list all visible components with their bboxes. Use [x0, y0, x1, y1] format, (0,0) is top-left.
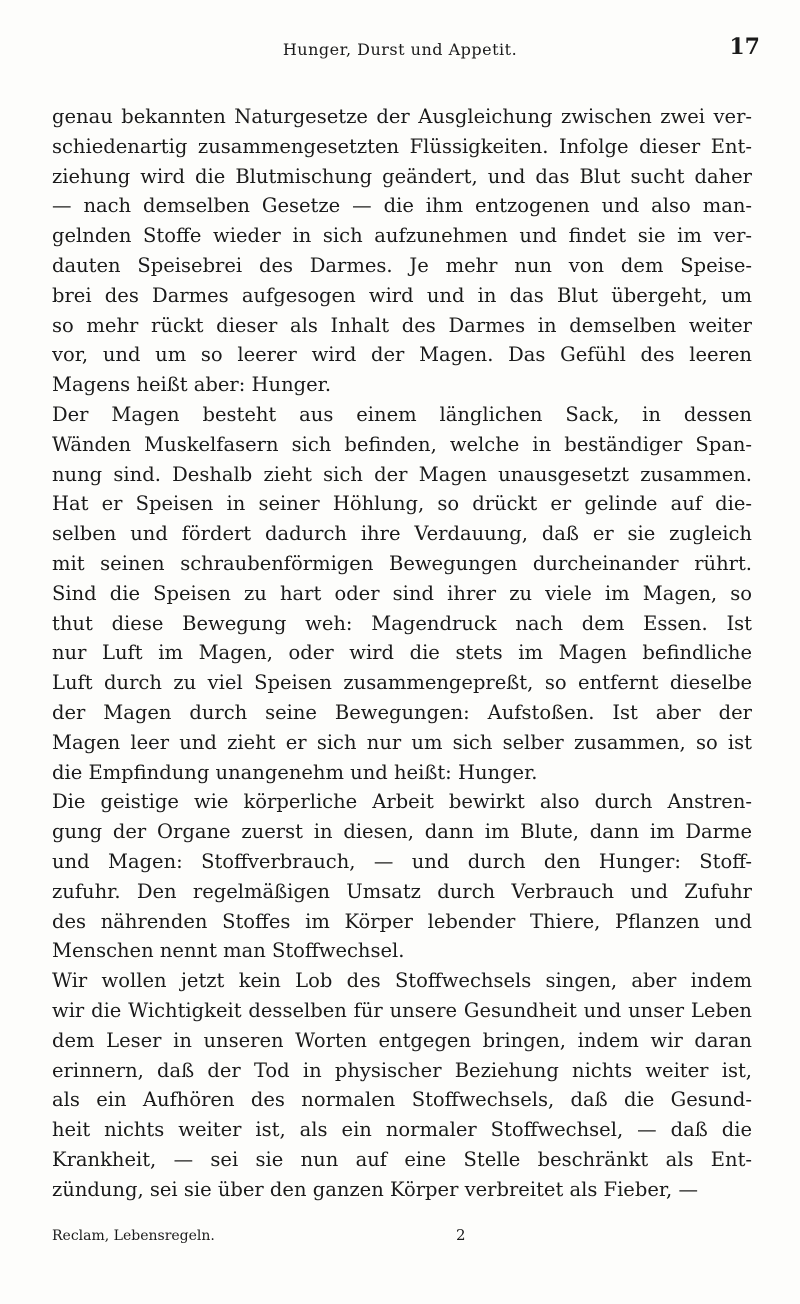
page-header	[40, 34, 760, 74]
text-line: genau bekannten Naturgesetze der Ausgleichung zwischen zwei ver-	[52, 105, 752, 128]
body-text	[52, 102, 752, 1204]
text-line: Wänden Muskelfasern sich befinden, welche in beständiger Span-	[52, 432, 752, 456]
text-line: ziehung wird die Blutmischung geändert, und das Blut sucht daher	[52, 164, 752, 188]
text-line: schiedenartig zusammengesetzten Flüssigkeiten. Infolge dieser Ent-	[52, 134, 752, 158]
text-line: nung sind. Deshalb zieht sich der Magen unausgesetzt zusammen.	[52, 462, 752, 486]
text-line: des nährenden Stoffes im Körper lebender Thiere, Pflanzen und	[52, 909, 752, 933]
text-line: — nach demselben Gesetze — die ihm entzogenen und also man-	[52, 194, 752, 218]
text-line: gelnden Stoffe wieder in sich aufzunehmen und findet sie im ver-	[52, 224, 752, 248]
text-line: erinnern, daß der Tod in physischer Beziehung nichts weiter ist,	[52, 1058, 752, 1082]
text-line: Wir wollen jetzt kein Lob des Stoffwechsels singen, aber indem	[52, 969, 752, 993]
text-line: als ein Aufhören des normalen Stoffwechsels, daß die Gesund-	[52, 1088, 752, 1112]
signature-mark: 2	[456, 1226, 466, 1244]
text-line: und Magen: Stoffverbrauch, — und durch den Hunger: Stoff-	[52, 849, 752, 873]
running-head: Hunger, Durst und Appetit.	[282, 40, 518, 59]
text-line: Hat er Speisen in seiner Höhlung, so drückt er gelinde auf die-	[52, 492, 752, 516]
text-line: selben und fördert dadurch ihre Verdauung, daß er sie zugleich	[52, 522, 752, 546]
text-line: Der Magen besteht aus einem länglichen Sack, in dessen	[52, 402, 752, 426]
text-line: Die geistige wie körperliche Arbeit bewirkt also durch Anstren-	[52, 790, 752, 814]
text-line: dem Leser in unseren Worten entgegen bringen, indem wir daran	[52, 1028, 752, 1052]
text-line: Magen leer und zieht er sich nur um sich selber zusammen, so ist	[52, 730, 752, 754]
text-line: nur Luft im Magen, oder wird die stets im Magen befindliche	[52, 641, 752, 665]
text-line: die Empfindung unangenehm und heißt: Hunger.	[52, 760, 538, 784]
text-line: vor, und um so leerer wird der Magen. Das Gefühl des leeren	[52, 343, 752, 367]
text-line: so mehr rückt dieser als Inhalt des Darmes in demselben weiter	[52, 313, 752, 337]
text-line: heit nichts weiter ist, als ein normaler Stoffwechsel, — daß die	[52, 1118, 752, 1142]
text-line: der Magen durch seine Bewegungen: Aufstoßen. Ist aber der	[52, 700, 752, 724]
imprint-line: Reclam, Lebensregeln.	[52, 1228, 215, 1244]
text-line: brei des Darmes aufgesogen wird und in das Blut übergeht, um	[52, 283, 752, 307]
text-line: Magens heißt aber: Hunger.	[52, 373, 332, 397]
text-line: Menschen nennt man Stoffwechsel.	[52, 939, 405, 963]
text-line: Krankheit, — sei sie nun auf eine Stelle beschränkt als Ent-	[52, 1147, 752, 1171]
text-line: gung der Organe zuerst in diesen, dann im Blute, dann im Darme	[52, 820, 752, 844]
text-line: Sind die Speisen zu hart oder sind ihrer zu viele im Magen, so	[52, 581, 752, 605]
text-line: zündung, sei sie über den ganzen Körper verbreitet als Fieber, —	[52, 1177, 698, 1201]
text-line: wir die Wichtigkeit desselben für unsere Gesundheit und unser Leben	[52, 998, 752, 1022]
text-line: Luft durch zu viel Speisen zusammengepreßt, so entfernt dieselbe	[52, 671, 752, 695]
text-line: dauten Speisebrei des Darmes. Je mehr nun von dem Speise-	[52, 253, 752, 277]
text-line: thut diese Bewegung weh: Magendruck nach dem Essen. Ist	[52, 611, 752, 635]
page-footer	[52, 1228, 752, 1252]
text-line: zufuhr. Den regelmäßigen Umsatz durch Verbrauch und Zufuhr	[52, 879, 752, 903]
page-number: 17	[729, 34, 760, 60]
text-line: mit seinen schraubenförmigen Bewegungen durcheinander rührt.	[52, 551, 752, 575]
